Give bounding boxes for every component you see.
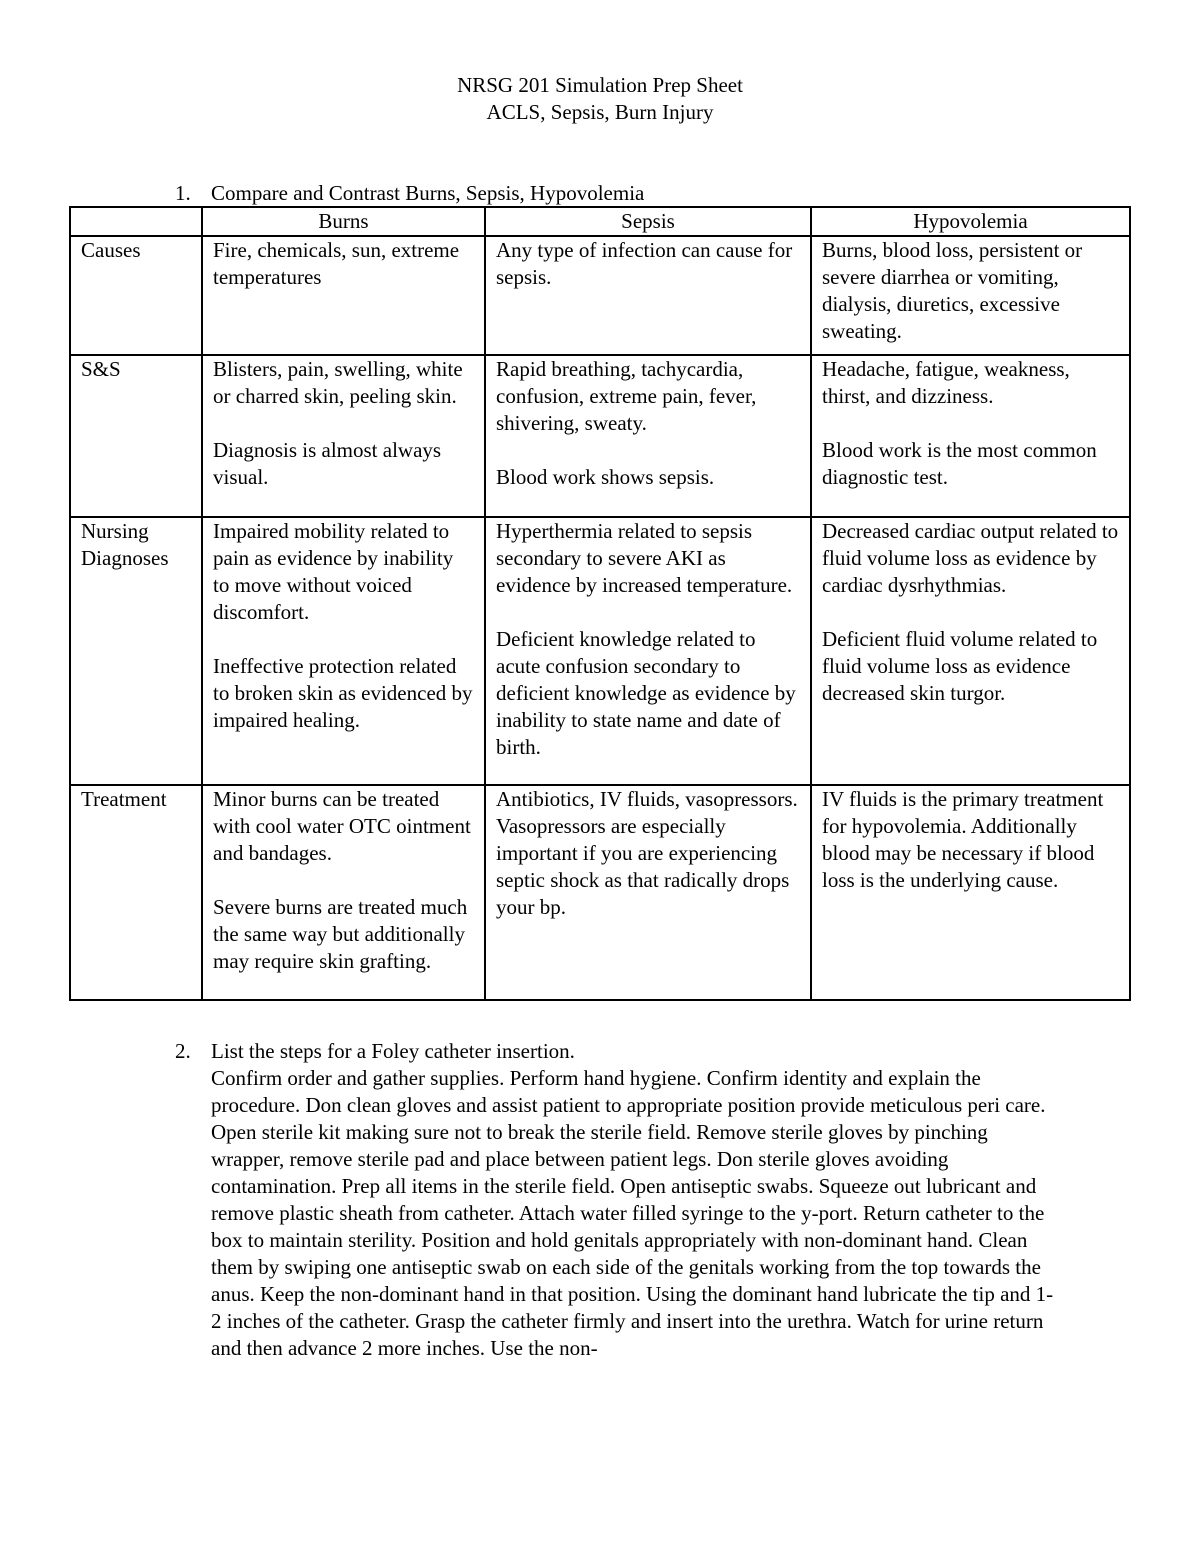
row-label-nursing-diagnoses: Nursing Diagnoses xyxy=(70,517,202,785)
header-cell-sepsis: Sepsis xyxy=(485,207,811,236)
cell-paragraph: Blood work shows sepsis. xyxy=(496,465,715,489)
table-header-row xyxy=(70,207,1130,236)
cell-ss-burns xyxy=(202,355,485,517)
cell-treatment-sepsis xyxy=(485,785,811,1000)
cell-treatment-hypovolemia xyxy=(811,785,1130,1000)
cell-causes-sepsis xyxy=(485,236,811,355)
cell-paragraph: Headache, fatigue, weakness, thirst, and dizziness. xyxy=(822,357,1070,408)
header-cell-burns: Burns xyxy=(202,207,485,236)
cell-paragraph: Any type of infection can cause for sepsis. xyxy=(496,238,793,289)
header-cell-empty xyxy=(70,207,202,236)
cell-paragraph: Fire, chemicals, sun, extreme temperatures xyxy=(213,238,460,289)
cell-paragraph: Decreased cardiac output related to fluid volume loss as evidence by cardiac dysrhythmias. xyxy=(822,519,1119,597)
cell-paragraph: Blood work is the most common diagnostic test. xyxy=(822,438,1097,489)
cell-paragraph: Hyperthermia related to sepsis secondary to severe AKI as evidence by increased temperature. xyxy=(496,519,793,597)
header-cell-hypovolemia: Hypovolemia xyxy=(811,207,1130,236)
cell-paragraph: Severe burns are treated much the same way but additionally may require skin grafting. xyxy=(213,895,468,973)
question-2-answer: Confirm order and gather supplies. Perform hand hygiene. Confirm identity and explain the procedure. Don clean gloves and assist patient to appropriate position provide meticulous peri care. Open sterile kit making sure not to break the sterile field. Remove sterile gloves by pinching wrapper, remove sterile pad and place between patient legs. Don sterile gloves avoiding contamination. Prep all items in the sterile field. Open antiseptic swabs. Squeeze out lubricant and remove plastic sheath from catheter. Attach water filled syringe to the y-port. Return catheter to the box to maintain sterility. Position and hold genitals appropriately with non-dominant hand. Clean them by swiping one antiseptic swab on each side of the genitals working from the top towards the anus. Keep the non-dominant hand in that position. Using the dominant hand lubricate the tip and 1-2 inches of the catheter. Grasp the catheter firmly and insert into the urethra. Watch for urine return and then advance 2 more inches. Use the non- xyxy=(211,1066,1054,1360)
cell-paragraph: Antibiotics, IV fluids, vasopressors. Vasopressors are especially important if you are experiencing septic shock as that radically drops your bp. xyxy=(496,787,798,919)
question-2-text: List the steps for a Foley catheter insertion. xyxy=(211,1039,575,1063)
cell-nd-sepsis xyxy=(485,517,811,785)
cell-paragraph: Diagnosis is almost always visual. xyxy=(213,438,442,489)
question-2-heading xyxy=(175,1038,1075,1065)
cell-causes-burns xyxy=(202,236,485,355)
document-header xyxy=(0,72,1200,126)
question-1-number: 1. xyxy=(175,181,191,205)
cell-paragraph: Blisters, pain, swelling, white or charred skin, peeling skin. xyxy=(213,357,463,408)
cell-paragraph: Deficient fluid volume related to fluid volume loss as evidence decreased skin turgor. xyxy=(822,627,1098,705)
table-row-causes xyxy=(70,236,1130,355)
document-subtitle: ACLS, Sepsis, Burn Injury xyxy=(486,100,714,124)
table-row-ss xyxy=(70,355,1130,517)
cell-paragraph: Rapid breathing, tachycardia, confusion, extreme pain, fever, shivering, sweaty. xyxy=(496,357,757,435)
cell-paragraph: Deficient knowledge related to acute confusion secondary to deficient knowledge as evidence by inability to state name and date of birth. xyxy=(496,627,796,759)
question-1-text: Compare and Contrast Burns, Sepsis, Hypovolemia xyxy=(211,181,645,205)
cell-paragraph: Burns, blood loss, persistent or severe diarrhea or vomiting, dialysis, diuretics, excessive sweating. xyxy=(822,238,1083,343)
table-row-treatment xyxy=(70,785,1130,1000)
question-2 xyxy=(175,1038,1075,1362)
cell-paragraph: Ineffective protection related to broken skin as evidenced by impaired healing. xyxy=(213,654,473,732)
row-label-treatment: Treatment xyxy=(70,785,202,1000)
cell-paragraph: IV fluids is the primary treatment for hypovolemia. Additionally blood may be necessary if blood loss is the underlying cause. xyxy=(822,787,1104,892)
row-label-ss: S&S xyxy=(70,355,202,517)
question-2-number: 2. xyxy=(175,1039,191,1063)
table-row-nursing-diagnoses xyxy=(70,517,1130,785)
cell-nd-hypovolemia xyxy=(811,517,1130,785)
cell-paragraph: Impaired mobility related to pain as evidence by inability to move without voiced discomfort. xyxy=(213,519,454,624)
question-1 xyxy=(175,180,644,207)
comparison-table xyxy=(69,206,1131,1001)
cell-paragraph: Minor burns can be treated with cool water OTC ointment and bandages. xyxy=(213,787,471,865)
row-label-causes: Causes xyxy=(70,236,202,355)
document-title: NRSG 201 Simulation Prep Sheet xyxy=(457,73,743,97)
cell-treatment-burns xyxy=(202,785,485,1000)
cell-causes-hypovolemia xyxy=(811,236,1130,355)
cell-ss-sepsis xyxy=(485,355,811,517)
cell-ss-hypovolemia xyxy=(811,355,1130,517)
cell-nd-burns xyxy=(202,517,485,785)
